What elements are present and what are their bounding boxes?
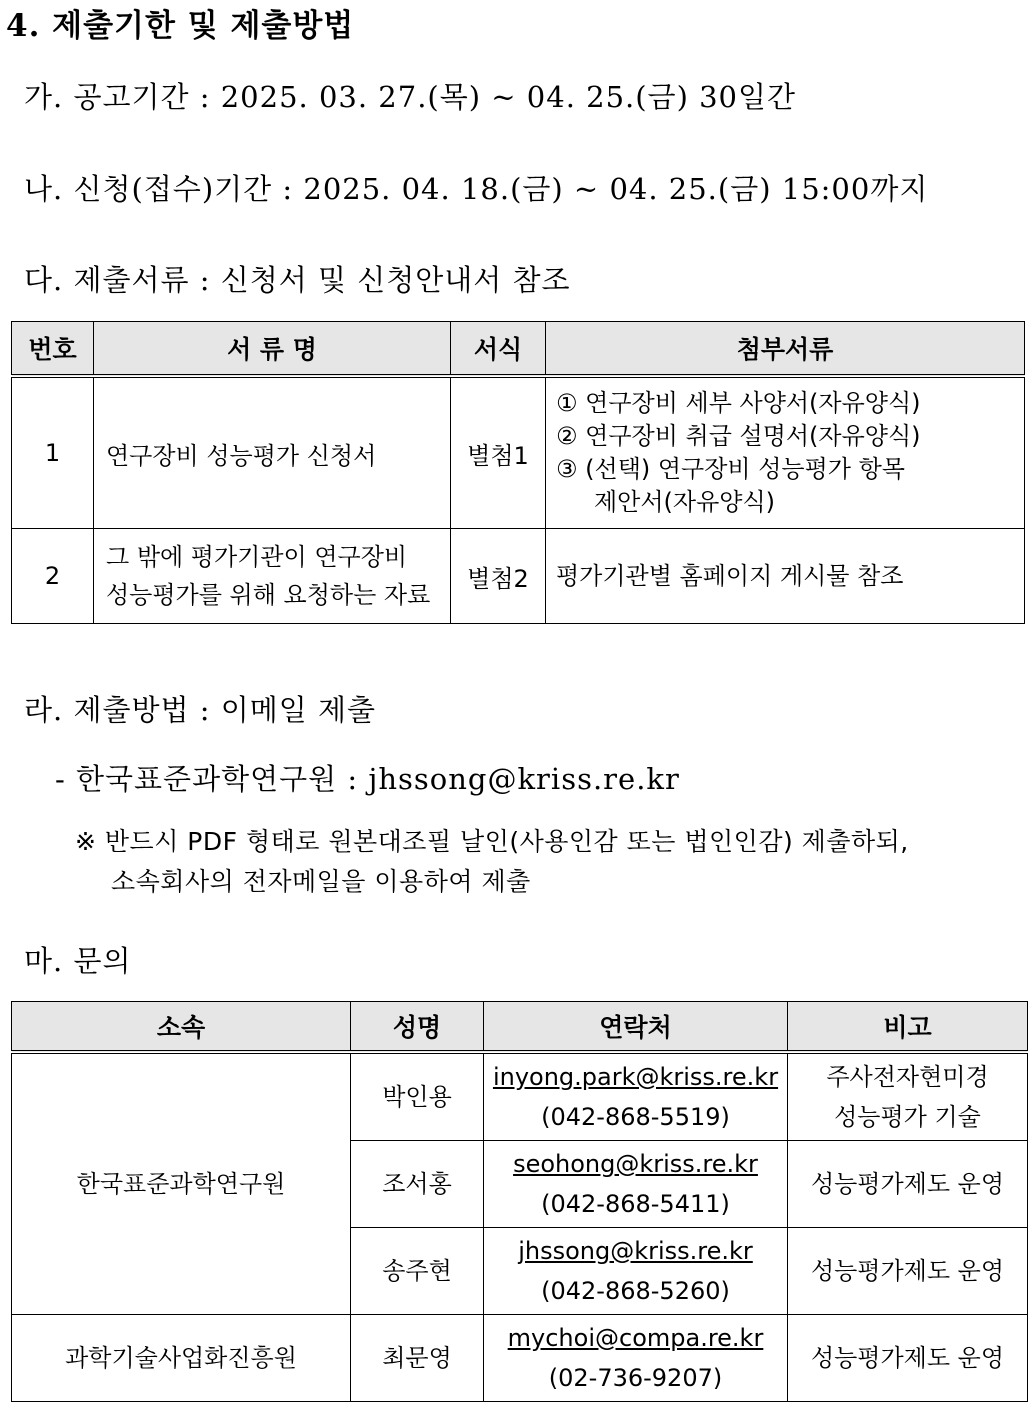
note-cell: 성능평가제도 운영 — [788, 1315, 1028, 1402]
note-line: 소속회사의 전자메일을 이용하여 제출 — [111, 867, 531, 896]
table-row — [12, 529, 1025, 624]
phone-number: (02-736-9207) — [548, 1364, 723, 1392]
row-no: 1 — [12, 376, 94, 529]
note-cell: 성능평가제도 운영 — [788, 1228, 1028, 1315]
row-doc-name: 연구장비 성능평가 신청서 — [94, 376, 451, 529]
col-header-name: 성명 — [351, 1002, 484, 1053]
row-doc-name — [94, 529, 451, 624]
col-header-contact: 연락처 — [484, 1002, 788, 1053]
item-application-period: 나. 신청(접수)기간 : 2025. 04. 18.(금) ~ 04. 25.(금) 15:00까지 — [24, 172, 929, 206]
org-cell: 한국표준과학연구원 — [12, 1052, 351, 1315]
col-header-org: 소속 — [12, 1002, 351, 1053]
note-cell — [788, 1052, 1028, 1141]
row-no: 2 — [12, 529, 94, 624]
row-attachments — [546, 529, 1025, 624]
phone-number: (042-868-5411) — [541, 1190, 730, 1218]
email-link[interactable]: seohong@kriss.re.kr — [513, 1150, 758, 1178]
note-cell: 성능평가제도 운영 — [788, 1141, 1028, 1228]
doc-name-line: 성능평가를 위해 요청하는 자료 — [106, 581, 431, 609]
item-inquiry: 마. 문의 — [24, 944, 132, 978]
col-header-note: 비고 — [788, 1002, 1028, 1053]
contact-cell — [484, 1052, 788, 1141]
doc-name-line: 그 밖에 평가기관이 연구장비 — [106, 543, 408, 571]
item-documents: 다. 제출서류 : 신청서 및 신청안내서 참조 — [24, 263, 571, 297]
item-announcement-period: 가. 공고기간 : 2025. 03. 27.(목) ~ 04. 25.(금) 30일간 — [24, 80, 797, 114]
person-name: 조서홍 — [351, 1141, 484, 1228]
attachment-item: ② 연구장비 취급 설명서(자유양식) — [556, 422, 921, 450]
note-line: 주사전자현미경 — [826, 1063, 989, 1091]
attachment-item: ① 연구장비 세부 사양서(자유양식) — [556, 389, 921, 417]
row-form: 별첨1 — [451, 376, 546, 529]
col-header-no: 번호 — [12, 322, 94, 377]
attachment-item: 제안서(자유양식) — [594, 488, 776, 516]
contact-cell — [484, 1315, 788, 1402]
contact-cell — [484, 1141, 788, 1228]
person-name: 송주현 — [351, 1228, 484, 1315]
email-link[interactable]: mychoi@compa.re.kr — [507, 1324, 764, 1352]
row-attachments — [546, 376, 1025, 529]
table-row — [12, 1315, 1028, 1402]
contact-table — [11, 1001, 1028, 1402]
row-form: 별첨2 — [451, 529, 546, 624]
note-line: ※ 반드시 PDF 형태로 원본대조필 날인(사용인감 또는 법인인감) 제출하되, — [75, 827, 909, 856]
person-name: 박인용 — [351, 1052, 484, 1141]
phone-number: (042-868-5519) — [541, 1103, 730, 1131]
submission-note — [75, 822, 909, 902]
attachment-item: 평가기관별 홈페이지 게시물 참조 — [556, 561, 904, 590]
phone-number: (042-868-5260) — [541, 1277, 730, 1305]
col-header-attachments: 첨부서류 — [546, 322, 1025, 377]
email-link[interactable]: inyong.park@kriss.re.kr — [492, 1063, 779, 1091]
submission-email-line: - 한국표준과학연구원 : jhssong@kriss.re.kr — [55, 762, 680, 796]
person-name: 최문영 — [351, 1315, 484, 1402]
item-submission-method: 라. 제출방법 : 이메일 제출 — [24, 693, 377, 727]
col-header-form: 서식 — [451, 322, 546, 377]
section-heading: 4. 제출기한 및 제출방법 — [6, 8, 355, 44]
table-row — [12, 1052, 1028, 1141]
table-row — [12, 376, 1025, 529]
col-header-doc-name: 서 류 명 — [94, 322, 451, 377]
documents-table — [11, 321, 1025, 624]
contact-cell — [484, 1228, 788, 1315]
note-line: 성능평가 기술 — [834, 1103, 981, 1131]
attachment-item: ③ (선택) 연구장비 성능평가 항목 — [556, 455, 905, 483]
email-link[interactable]: jhssong@kriss.re.kr — [518, 1237, 753, 1265]
org-cell: 과학기술사업화진흥원 — [12, 1315, 351, 1402]
